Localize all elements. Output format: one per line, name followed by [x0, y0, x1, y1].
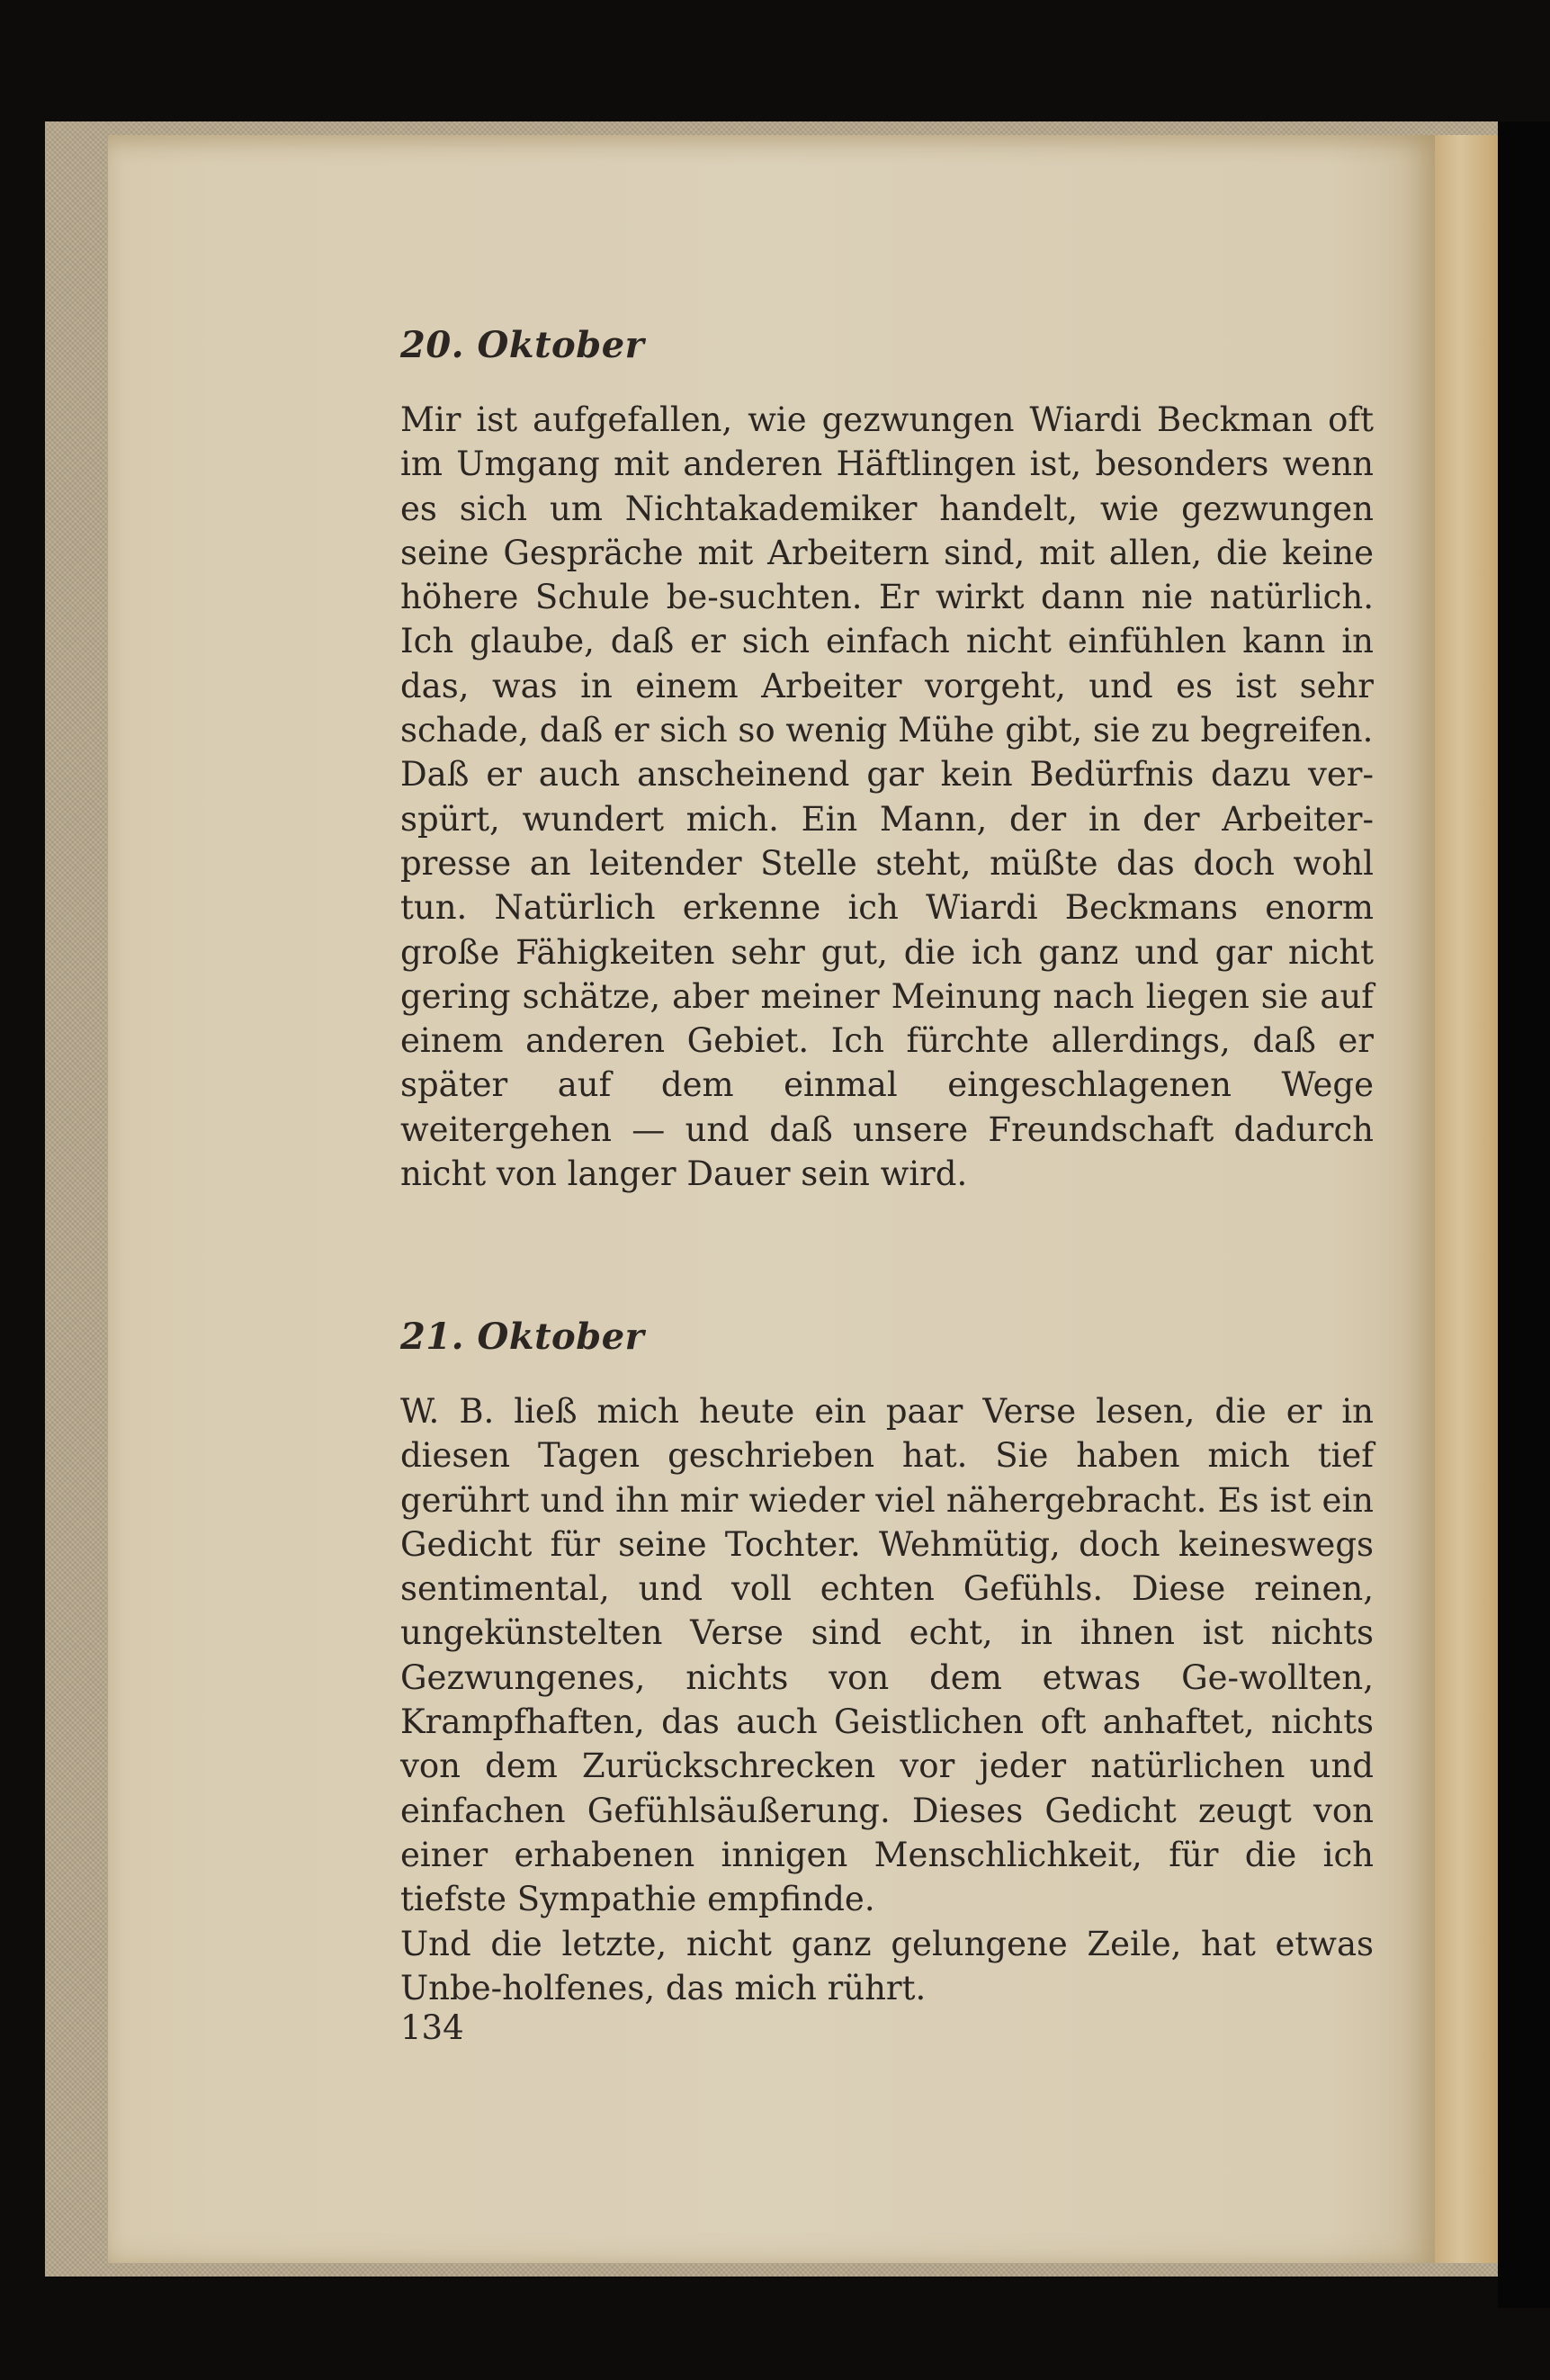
entry-paragraph: Und die letzte, nicht ganz gelungene Zeile, hat etwas Unbe-holfenes, das mich rührt.: [400, 1924, 1374, 2007]
page-number: 134: [400, 2008, 464, 2047]
entry-date-heading: 21. Oktober: [400, 1316, 645, 1358]
entry-date-heading: 20. Oktober: [400, 324, 645, 366]
entry-paragraph: Mir ist aufgefallen, wie gezwungen Wiardi Beckman oft im Umgang mit anderen Häftlingen ist, besonders wenn es sich um Nichtakademiker handelt, wie gezwungen seine Gespräche mit Arbeitern sind, mit allen, die keine höhere Schule be-suchten. Er wirkt dann nie natürlich. Ich glaube, daß er sich einfach nicht einfühlen kann in das, was in einem Arbeiter vorgeht, und es ist sehr schade, daß er sich so wenig Mühe gibt, sie zu begreifen.: [400, 400, 1374, 750]
background-shadow: [1498, 121, 1550, 2308]
entry-paragraph: W. B. ließ mich heute ein paar Verse lesen, die er in diesen Tagen geschrieben hat. Sie haben mich tief gerührt und ihn mir wieder viel nähergebracht. Es ist ein Gedicht für seine Tochter. Wehmütig, doch keineswegs sentimental, und voll echten Gefühls. Diese reinen, ungekünstelten Verse sind echt, in ihnen ist nichts Gezwungenes, nichts von dem etwas Ge-wollten, Krampfhaften, das auch Geistlichen oft anhaftet, nichts von dem Zurückschrecken vor jeder natürlichen und einfachen Gefühlsäußerung. Dieses Gedicht zeugt von einer erhabenen innigen Menschlichkeit, für die ich tiefste Sympathie empfinde.: [400, 1392, 1374, 1919]
diary-entry-1: [400, 324, 1374, 1196]
diary-entry-2: [400, 1316, 1374, 2010]
page-edge: [1435, 135, 1498, 2263]
entry-paragraph: Daß er auch anscheinend gar kein Bedürfnis dazu ver-spürt, wundert mich. Ein Mann, der in der Arbeiter-presse an leitender Stelle steht, müßte das doch wohl tun. Natürlich erkenne ich Wiardi Beckmans enorm große Fähigkeiten sehr gut, die ich ganz und gar nicht gering schätze, aber meiner Meinung nach liegen sie auf einem anderen Gebiet. Ich fürchte allerdings, daß er später auf dem einmal eingeschlagenen Wege weitergehen — und daß unsere Freundschaft dadurch nicht von langer Dauer sein wird.: [400, 755, 1374, 1194]
